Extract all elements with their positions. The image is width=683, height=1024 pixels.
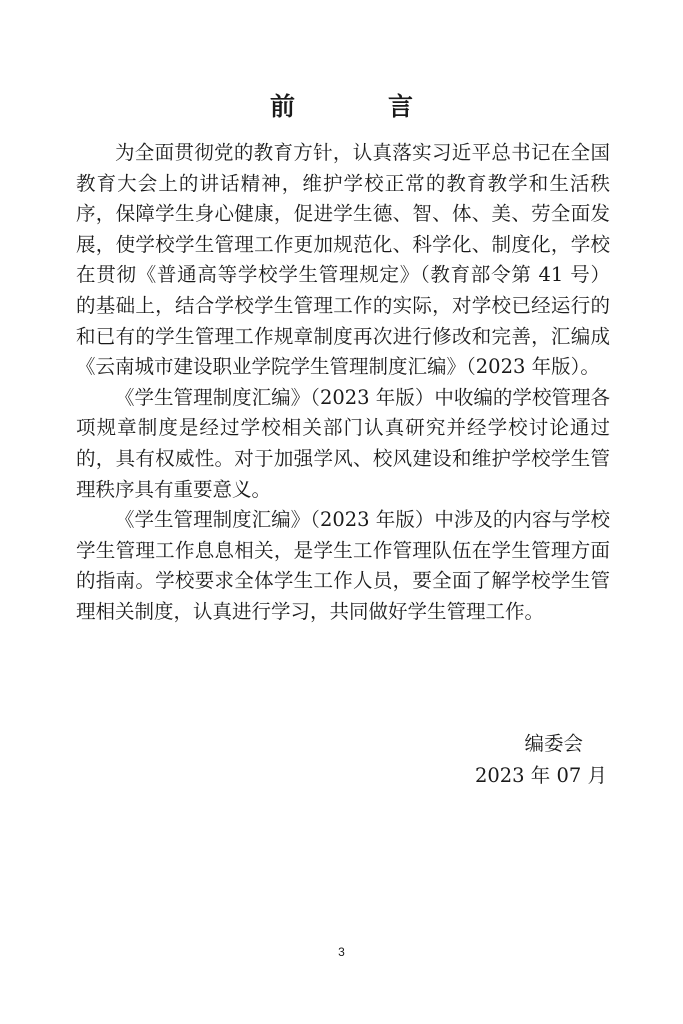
signature-organization: 编委会 [524,732,583,755]
paragraph-2: 《学生管理制度汇编》（2023 年版）中收编的学校管理各项规章制度是经过学校相关部门认真研究并经学校讨论通过的，具有权威性。对于加强学风、校风建设和维护学校学生管理秩序具有重要意义。 [76,385,610,501]
paragraph-1: 为全面贯彻党的教育方针，认真落实习近平总书记在全国教育大会上的讲话精神，维护学校正常的教育教学和生活秩序，保障学生身心健康，促进学生德、智、体、美、劳全面发展，使学校学生管理工作更加规范化、科学化、制度化，学校在贯彻《普通高等学校学生管理规定》（教育部令第 41 号）的基础上，结合学校学生管理工作的实际，对学校已经运行的和已有的学生管理工作规章制度再次进行修改和完善，汇编成《云南城市建设职业学院学生管理制度汇编》（2023 年版）。 [76,141,610,379]
paragraph-3: 《学生管理制度汇编》（2023 年版）中涉及的内容与学校学生管理工作息息相关，是学生工作管理队伍在学生管理方面的指南。学校要求全体学生工作人员，要全面了解学校学生管理相关制度，认真进行学习，共同做好学生管理工作。 [76,508,610,623]
page-number: 3 [338,945,345,959]
signature-date: 2023 年 07 月 [474,764,607,787]
signature-block [475,728,607,792]
preface-body [76,138,610,628]
page-title: 前 言 [269,91,447,121]
